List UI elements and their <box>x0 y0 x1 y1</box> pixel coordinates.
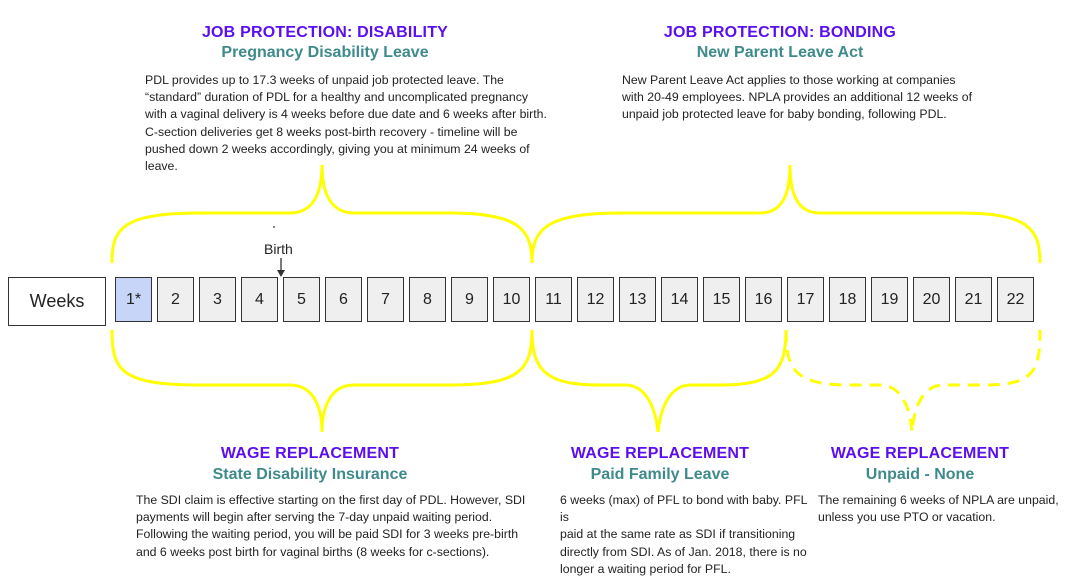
pdl-category: JOB PROTECTION: DISABILITY <box>201 24 449 41</box>
pfl-category: WAGE REPLACEMENT <box>570 445 750 462</box>
brace-pdl-top <box>112 165 532 263</box>
sdi-category: WAGE REPLACEMENT <box>220 445 400 462</box>
week-cell: 2 <box>157 277 194 322</box>
brace-unpaid-bottom <box>786 330 1040 432</box>
pdl-description: PDL provides up to 17.3 weeks of unpaid job protected leave. The “standard” duration of PDL for a healthy and uncomplicated pregnancy with a vaginal delivery is 4 weeks before due date and 6 weeks after birth. C-section deliveries get 8 weeks post-birth recovery - timeline will be pushed down 2 weeks accordingly, giving you at minimum 24 weeks of leave. <box>145 73 547 174</box>
unpaid-title: Unpaid - None <box>865 466 975 483</box>
week-cell: 17 <box>787 277 824 322</box>
week-cell: 7 <box>367 277 404 322</box>
unpaid-category: WAGE REPLACEMENT <box>830 445 1010 462</box>
brace-npla-top <box>532 165 1040 263</box>
birth-arrow-head <box>277 270 285 277</box>
birth-label: Birth <box>264 241 293 257</box>
pfl-title: Paid Family Leave <box>590 466 730 483</box>
week-cell: 21 <box>955 277 992 322</box>
sdi-title: State Disability Insurance <box>212 466 408 483</box>
week-cell: 11 <box>535 277 572 322</box>
dot-marker <box>273 226 275 228</box>
npla-category: JOB PROTECTION: BONDING <box>663 24 897 41</box>
week-cell: 8 <box>409 277 446 322</box>
brace-pfl-bottom <box>532 330 786 432</box>
week-cell: 3 <box>199 277 236 322</box>
pfl-description: 6 weeks (max) of PFL to bond with baby. PFL is paid at the same rate as SDI if transitioning directly from SDI. As of Jan. 2018, there is no longer a waiting period for PFL. <box>560 493 807 576</box>
week-cell: 4 <box>241 277 278 322</box>
week-cell: 6 <box>325 277 362 322</box>
unpaid-description: The remaining 6 weeks of NPLA are unpaid, unless you use PTO or vacation. <box>818 493 1059 525</box>
week-cell: 18 <box>829 277 866 322</box>
week-cell: 5 <box>283 277 320 322</box>
pdl-title: Pregnancy Disability Leave <box>221 44 429 61</box>
npla-description: New Parent Leave Act applies to those working at companies with 20-49 employees. NPLA provides an additional 12 weeks of unpaid job protected leave for baby bonding, following PDL. <box>622 73 972 122</box>
week-cell: 16 <box>745 277 782 322</box>
week-cell: 12 <box>577 277 614 322</box>
weeks-label: Weeks <box>8 277 106 326</box>
week-cell: 22 <box>997 277 1034 322</box>
week-cell: 20 <box>913 277 950 322</box>
week-cell: 9 <box>451 277 488 322</box>
npla-title: New Parent Leave Act <box>696 44 864 61</box>
week-cell: 19 <box>871 277 908 322</box>
week-cell: 14 <box>661 277 698 322</box>
week-cell: 15 <box>703 277 740 322</box>
week-cell: 10 <box>493 277 530 322</box>
week-cell: 1* <box>115 277 152 322</box>
week-cell: 13 <box>619 277 656 322</box>
brace-sdi-bottom <box>112 330 532 432</box>
sdi-description: The SDI claim is effective starting on the first day of PDL. However, SDI payments will begin after serving the 7-day unpaid waiting period. Following the waiting period, you will be paid SDI for 3 weeks pre-birth and 6 weeks post birth for vaginal births (8 weeks for c-sections). <box>136 493 526 559</box>
